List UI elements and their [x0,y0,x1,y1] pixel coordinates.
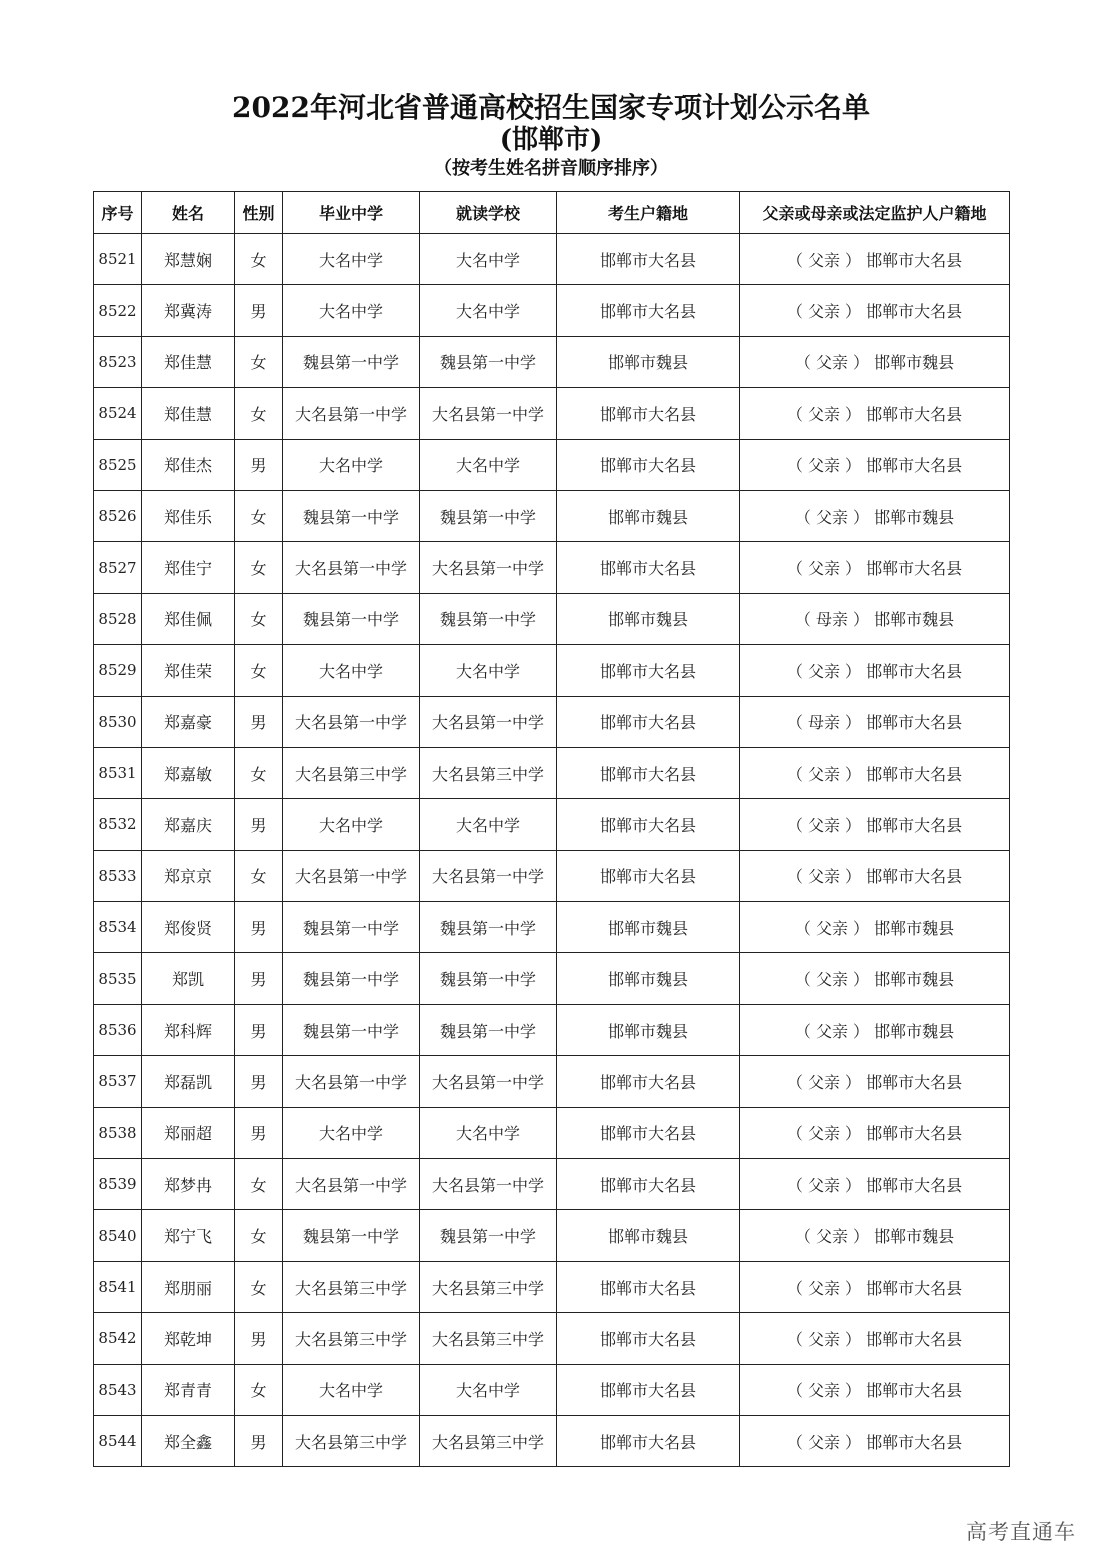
cell-name: 郑朋丽 [142,1261,235,1312]
table-row [94,1210,1010,1261]
column-header-current-school: 就读学校 [420,192,557,234]
cell-graduate-school: 魏县第一中学 [283,1004,420,1055]
cell-name: 郑科辉 [142,1004,235,1055]
sort-note: （按考生姓名拼音顺序排序） [434,158,668,179]
cell-guardian-household: （ 父亲 ） 邯郸市大名县 [740,1107,1010,1158]
column-header-seq: 序号 [94,192,142,234]
cell-gender: 男 [235,285,283,336]
table-body [94,234,1010,1467]
cell-graduate-school: 大名中学 [283,799,420,850]
cell-current-school: 大名中学 [420,439,557,490]
cell-gender: 男 [235,1004,283,1055]
cell-seq: 8530 [94,696,142,747]
cell-current-school: 魏县第一中学 [420,902,557,953]
cell-name: 郑乾坤 [142,1313,235,1364]
document-subtitle: (邯郸市) [499,125,603,155]
cell-current-school: 大名中学 [420,1364,557,1415]
cell-name: 郑宁飞 [142,1210,235,1261]
roster-table [93,191,1010,1467]
cell-household: 邯郸市魏县 [557,953,740,1004]
cell-guardian-household: （ 父亲 ） 邯郸市魏县 [740,490,1010,541]
cell-name: 郑佳杰 [142,439,235,490]
cell-household: 邯郸市魏县 [557,336,740,387]
cell-seq: 8534 [94,902,142,953]
cell-guardian-household: （ 母亲 ） 邯郸市大名县 [740,696,1010,747]
cell-gender: 女 [235,234,283,285]
table-row [94,850,1010,901]
cell-name: 郑嘉庆 [142,799,235,850]
cell-household: 邯郸市魏县 [557,490,740,541]
cell-gender: 女 [235,593,283,644]
cell-seq: 8539 [94,1159,142,1210]
cell-current-school: 大名中学 [420,1107,557,1158]
table-row [94,1364,1010,1415]
cell-name: 郑佳慧 [142,336,235,387]
cell-gender: 女 [235,388,283,439]
cell-graduate-school: 大名县第一中学 [283,696,420,747]
cell-name: 郑佳荣 [142,645,235,696]
table-row [94,799,1010,850]
cell-gender: 女 [235,747,283,798]
cell-gender: 男 [235,799,283,850]
cell-household: 邯郸市大名县 [557,1107,740,1158]
cell-seq: 8543 [94,1364,142,1415]
table-row [94,593,1010,644]
cell-household: 邯郸市大名县 [557,542,740,593]
cell-current-school: 魏县第一中学 [420,593,557,644]
table-row [94,953,1010,1004]
cell-seq: 8528 [94,593,142,644]
table-row [94,490,1010,541]
cell-seq: 8526 [94,490,142,541]
cell-guardian-household: （ 父亲 ） 邯郸市大名县 [740,1313,1010,1364]
table-row [94,439,1010,490]
cell-guardian-household: （ 父亲 ） 邯郸市大名县 [740,1056,1010,1107]
cell-graduate-school: 大名县第一中学 [283,850,420,901]
cell-current-school: 魏县第一中学 [420,490,557,541]
cell-seq: 8542 [94,1313,142,1364]
cell-current-school: 魏县第一中学 [420,336,557,387]
table-row [94,1261,1010,1312]
cell-current-school: 大名县第一中学 [420,1159,557,1210]
cell-household: 邯郸市大名县 [557,234,740,285]
cell-current-school: 大名县第三中学 [420,1261,557,1312]
cell-current-school: 大名中学 [420,234,557,285]
cell-guardian-household: （ 父亲 ） 邯郸市大名县 [740,747,1010,798]
cell-guardian-household: （ 父亲 ） 邯郸市大名县 [740,850,1010,901]
cell-gender: 男 [235,439,283,490]
cell-name: 郑佳乐 [142,490,235,541]
cell-current-school: 大名县第三中学 [420,1415,557,1466]
table-header-row [94,192,1010,234]
cell-seq: 8521 [94,234,142,285]
cell-current-school: 大名县第三中学 [420,747,557,798]
cell-gender: 女 [235,490,283,541]
cell-seq: 8537 [94,1056,142,1107]
cell-household: 邯郸市大名县 [557,850,740,901]
cell-guardian-household: （ 父亲 ） 邯郸市魏县 [740,953,1010,1004]
cell-name: 郑磊凯 [142,1056,235,1107]
cell-seq: 8525 [94,439,142,490]
cell-seq: 8544 [94,1415,142,1466]
cell-gender: 女 [235,336,283,387]
cell-guardian-household: （ 父亲 ） 邯郸市魏县 [740,1004,1010,1055]
cell-gender: 男 [235,1313,283,1364]
table-row [94,336,1010,387]
cell-seq: 8538 [94,1107,142,1158]
cell-graduate-school: 大名县第一中学 [283,542,420,593]
cell-current-school: 魏县第一中学 [420,1210,557,1261]
cell-graduate-school: 大名县第三中学 [283,1415,420,1466]
cell-graduate-school: 大名中学 [283,1107,420,1158]
cell-guardian-household: （ 父亲 ） 邯郸市大名县 [740,1261,1010,1312]
cell-gender: 女 [235,1364,283,1415]
cell-graduate-school: 大名县第一中学 [283,1056,420,1107]
cell-household: 邯郸市大名县 [557,285,740,336]
cell-name: 郑京京 [142,850,235,901]
document-title: 2022年河北省普通高校招生国家专项计划公示名单 [232,91,870,124]
table-row [94,234,1010,285]
cell-name: 郑佳慧 [142,388,235,439]
cell-graduate-school: 魏县第一中学 [283,593,420,644]
cell-seq: 8523 [94,336,142,387]
cell-guardian-household: （ 父亲 ） 邯郸市大名县 [740,1415,1010,1466]
cell-gender: 女 [235,850,283,901]
cell-guardian-household: （ 父亲 ） 邯郸市大名县 [740,1159,1010,1210]
table-row [94,1415,1010,1466]
cell-household: 邯郸市大名县 [557,1261,740,1312]
cell-graduate-school: 大名中学 [283,645,420,696]
cell-seq: 8527 [94,542,142,593]
table-row [94,1056,1010,1107]
cell-household: 邯郸市魏县 [557,1210,740,1261]
cell-household: 邯郸市大名县 [557,1313,740,1364]
cell-current-school: 大名县第一中学 [420,388,557,439]
cell-seq: 8536 [94,1004,142,1055]
cell-current-school: 大名县第一中学 [420,850,557,901]
table-row [94,542,1010,593]
cell-gender: 男 [235,1107,283,1158]
cell-name: 郑青青 [142,1364,235,1415]
table-row [94,902,1010,953]
cell-seq: 8529 [94,645,142,696]
cell-gender: 男 [235,953,283,1004]
cell-seq: 8531 [94,747,142,798]
cell-graduate-school: 大名县第三中学 [283,1313,420,1364]
cell-graduate-school: 魏县第一中学 [283,953,420,1004]
cell-seq: 8535 [94,953,142,1004]
cell-gender: 男 [235,696,283,747]
cell-graduate-school: 魏县第一中学 [283,336,420,387]
cell-guardian-household: （ 父亲 ） 邯郸市大名县 [740,645,1010,696]
cell-name: 郑全鑫 [142,1415,235,1466]
cell-graduate-school: 大名中学 [283,439,420,490]
cell-name: 郑梦冉 [142,1159,235,1210]
cell-graduate-school: 大名县第一中学 [283,1159,420,1210]
table-row [94,645,1010,696]
cell-current-school: 大名中学 [420,645,557,696]
cell-guardian-household: （ 父亲 ） 邯郸市大名县 [740,542,1010,593]
cell-seq: 8533 [94,850,142,901]
table-row [94,1107,1010,1158]
watermark: 高考直通车 [966,1520,1076,1544]
table-row [94,1313,1010,1364]
cell-graduate-school: 魏县第一中学 [283,902,420,953]
column-header-household: 考生户籍地 [557,192,740,234]
cell-name: 郑嘉豪 [142,696,235,747]
cell-seq: 8541 [94,1261,142,1312]
table-row [94,1159,1010,1210]
table-row [94,285,1010,336]
cell-gender: 男 [235,1415,283,1466]
cell-current-school: 大名县第一中学 [420,1056,557,1107]
cell-current-school: 大名中学 [420,285,557,336]
cell-seq: 8540 [94,1210,142,1261]
cell-guardian-household: （ 父亲 ） 邯郸市大名县 [740,799,1010,850]
column-header-gender: 性别 [235,192,283,234]
cell-name: 郑佳宁 [142,542,235,593]
cell-graduate-school: 大名县第一中学 [283,388,420,439]
cell-guardian-household: （ 父亲 ） 邯郸市魏县 [740,1210,1010,1261]
cell-seq: 8532 [94,799,142,850]
cell-guardian-household: （ 父亲 ） 邯郸市大名县 [740,285,1010,336]
cell-gender: 女 [235,1261,283,1312]
cell-household: 邯郸市大名县 [557,439,740,490]
cell-current-school: 魏县第一中学 [420,953,557,1004]
cell-name: 郑丽超 [142,1107,235,1158]
cell-current-school: 大名县第一中学 [420,542,557,593]
cell-name: 郑俊贤 [142,902,235,953]
cell-household: 邯郸市大名县 [557,645,740,696]
cell-guardian-household: （ 父亲 ） 邯郸市魏县 [740,902,1010,953]
cell-graduate-school: 大名中学 [283,1364,420,1415]
cell-gender: 男 [235,902,283,953]
cell-household: 邯郸市大名县 [557,696,740,747]
table-row [94,1004,1010,1055]
cell-gender: 女 [235,1159,283,1210]
column-header-name: 姓名 [142,192,235,234]
cell-guardian-household: （ 父亲 ） 邯郸市大名县 [740,1364,1010,1415]
cell-graduate-school: 大名县第三中学 [283,747,420,798]
cell-name: 郑慧娴 [142,234,235,285]
cell-current-school: 魏县第一中学 [420,1004,557,1055]
cell-current-school: 大名县第一中学 [420,696,557,747]
table-row [94,696,1010,747]
cell-household: 邯郸市大名县 [557,1364,740,1415]
cell-gender: 女 [235,1210,283,1261]
cell-name: 郑冀涛 [142,285,235,336]
cell-guardian-household: （ 父亲 ） 邯郸市大名县 [740,388,1010,439]
column-header-graduate-school: 毕业中学 [283,192,420,234]
table-row [94,388,1010,439]
cell-household: 邯郸市魏县 [557,1004,740,1055]
cell-household: 邯郸市魏县 [557,593,740,644]
cell-name: 郑嘉敏 [142,747,235,798]
cell-household: 邯郸市魏县 [557,902,740,953]
cell-gender: 女 [235,645,283,696]
cell-guardian-household: （ 父亲 ） 邯郸市大名县 [740,234,1010,285]
table-row [94,747,1010,798]
cell-guardian-household: （ 父亲 ） 邯郸市大名县 [740,439,1010,490]
column-header-guardian-household: 父亲或母亲或法定监护人户籍地 [740,192,1010,234]
cell-seq: 8524 [94,388,142,439]
cell-household: 邯郸市大名县 [557,1159,740,1210]
cell-seq: 8522 [94,285,142,336]
cell-graduate-school: 大名中学 [283,285,420,336]
cell-household: 邯郸市大名县 [557,1056,740,1107]
cell-graduate-school: 魏县第一中学 [283,1210,420,1261]
cell-current-school: 大名县第三中学 [420,1313,557,1364]
cell-guardian-household: （ 母亲 ） 邯郸市魏县 [740,593,1010,644]
cell-name: 郑佳佩 [142,593,235,644]
cell-graduate-school: 大名中学 [283,234,420,285]
cell-graduate-school: 魏县第一中学 [283,490,420,541]
cell-gender: 女 [235,542,283,593]
cell-gender: 男 [235,1056,283,1107]
cell-household: 邯郸市大名县 [557,388,740,439]
cell-household: 邯郸市大名县 [557,747,740,798]
cell-guardian-household: （ 父亲 ） 邯郸市魏县 [740,336,1010,387]
cell-name: 郑凯 [142,953,235,1004]
cell-current-school: 大名中学 [420,799,557,850]
cell-household: 邯郸市大名县 [557,1415,740,1466]
cell-graduate-school: 大名县第三中学 [283,1261,420,1312]
cell-household: 邯郸市大名县 [557,799,740,850]
